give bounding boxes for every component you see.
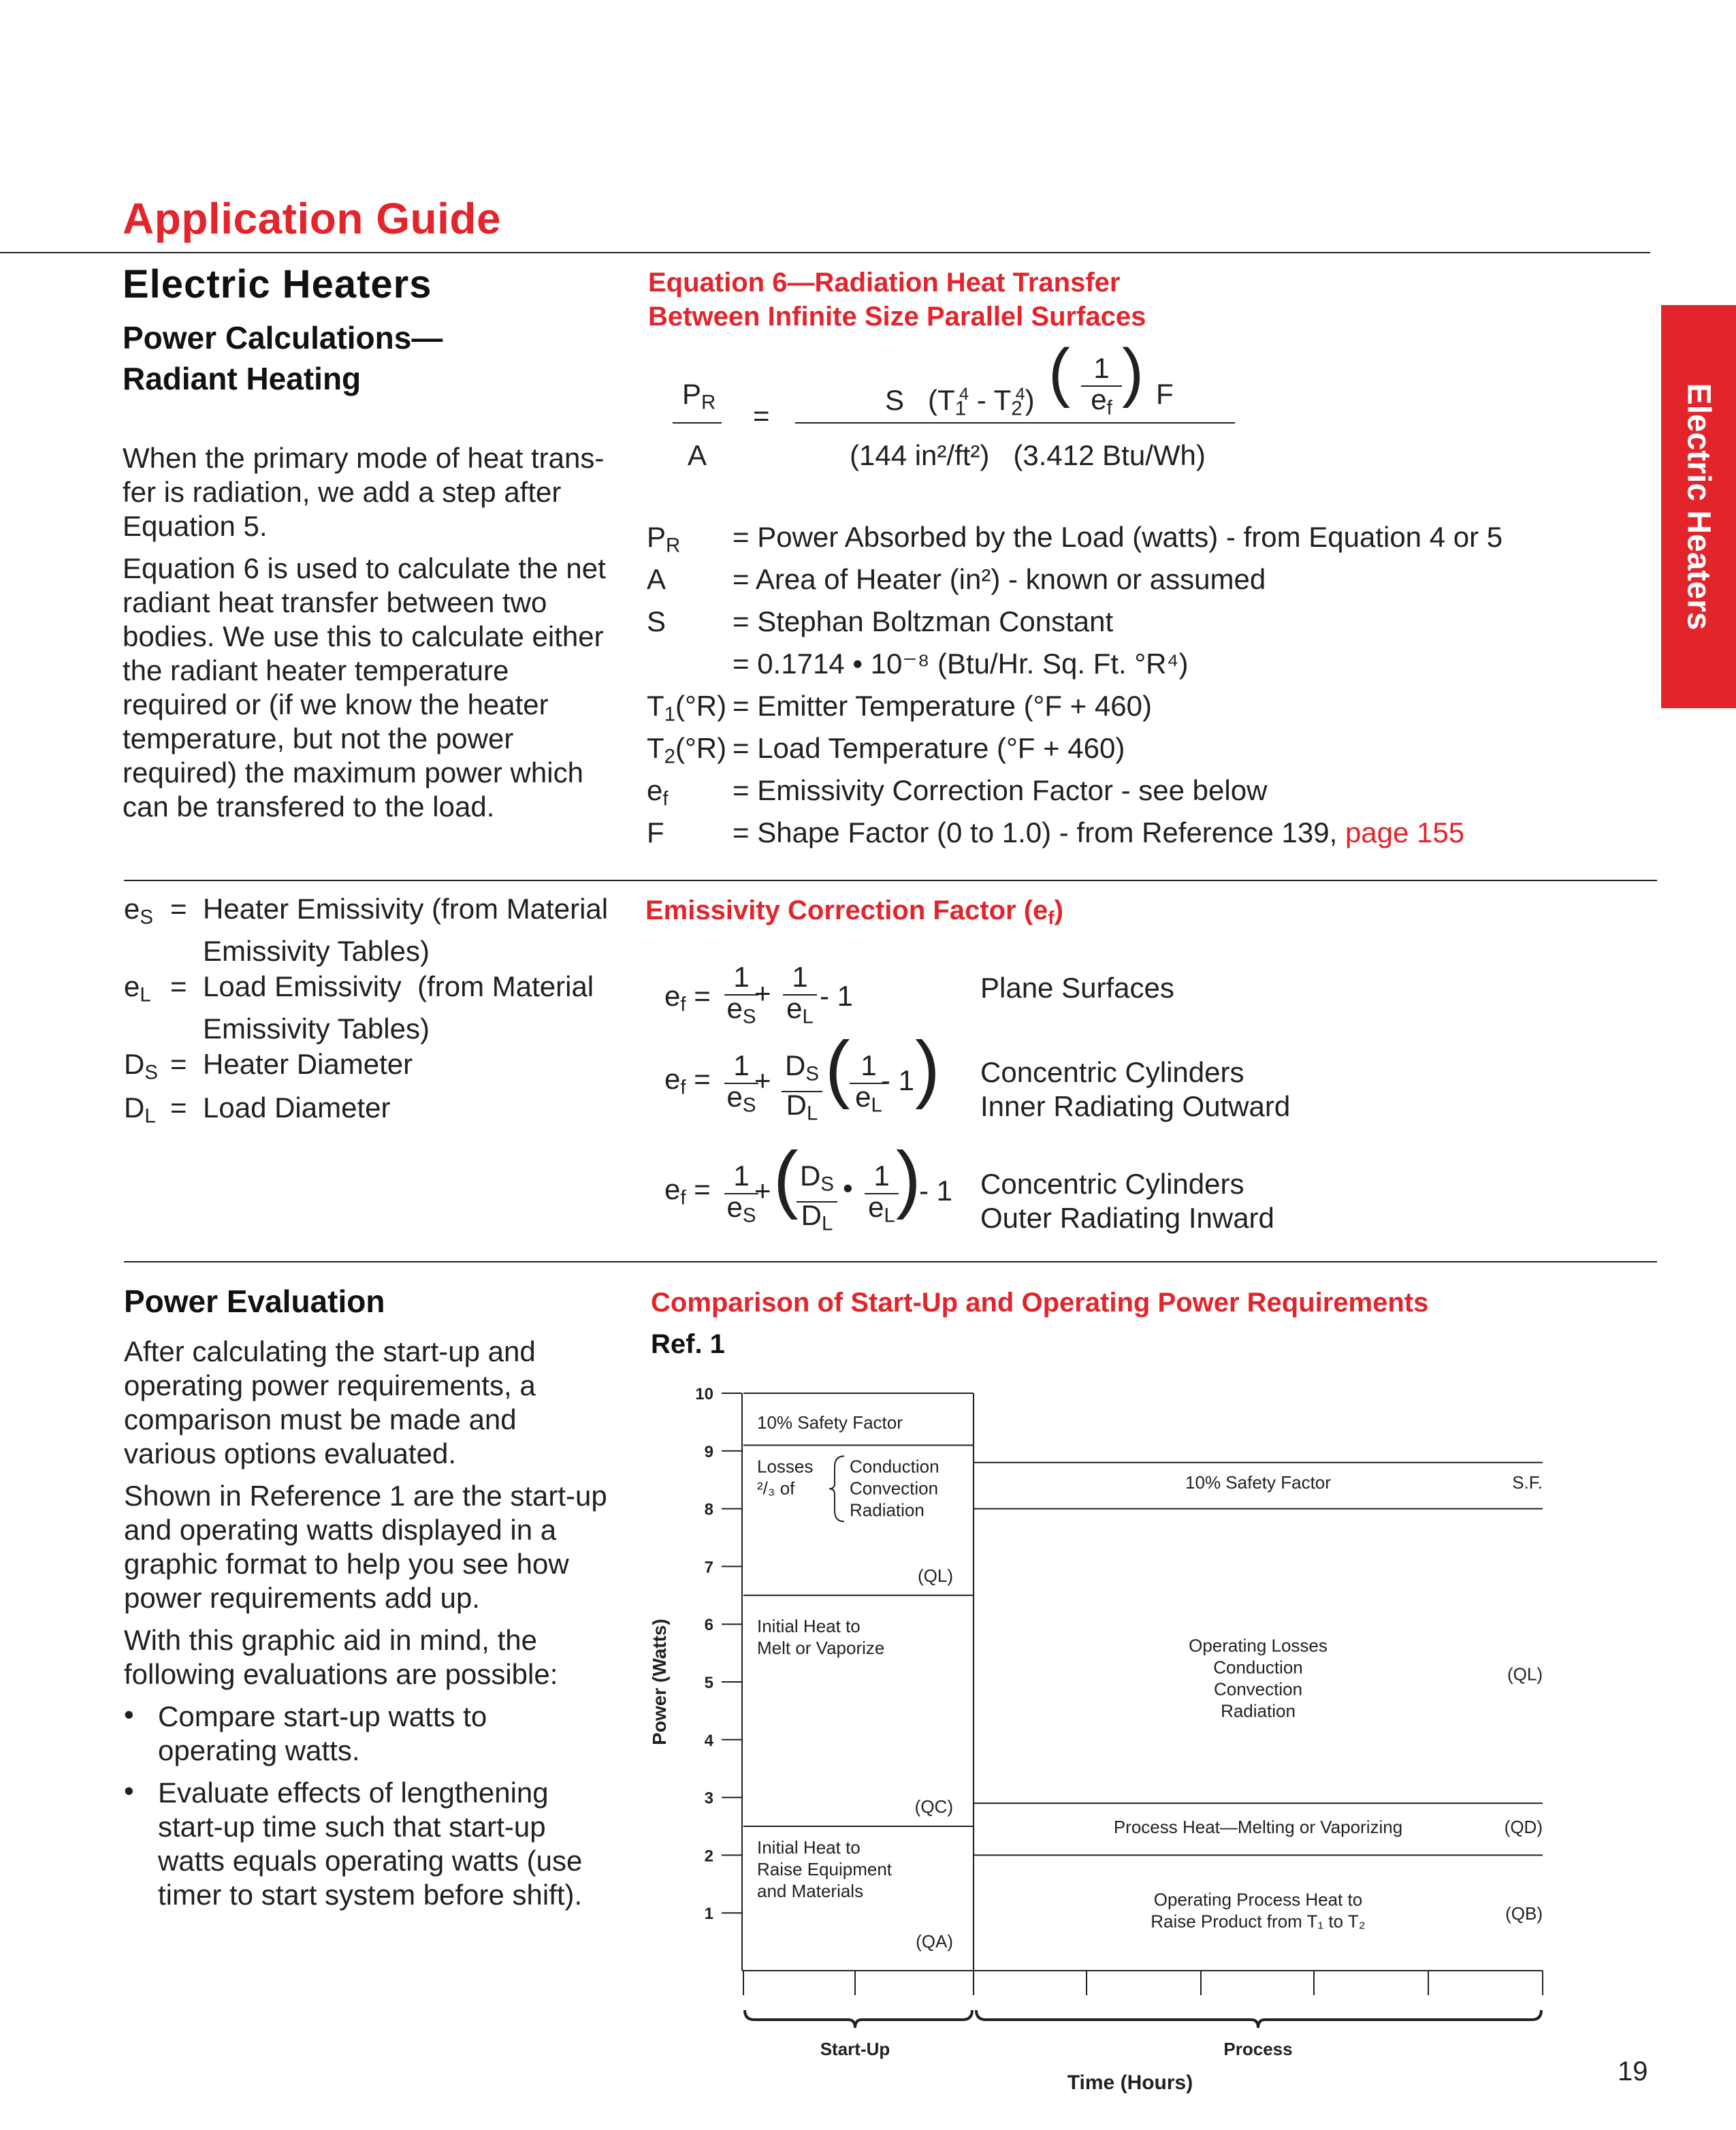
section-divider: [124, 1261, 1657, 1262]
superscript: 4: [959, 385, 969, 404]
symbol-t: (T: [928, 384, 955, 417]
lhs-fraction-bar: [673, 422, 722, 424]
definition-row: [647, 774, 1267, 816]
paren: ): [1025, 384, 1035, 417]
text-line: and operating watts displayed in a: [124, 1514, 557, 1546]
definition-row: [647, 520, 1502, 562]
bullet-dot: •: [124, 1698, 134, 1730]
intro-paragraph-1: [123, 441, 604, 543]
symbol-e: e: [1091, 383, 1107, 415]
x-group-label: Start-Up: [820, 2039, 890, 2059]
y-tick-label: 10: [695, 1385, 713, 1403]
process-brace: [976, 2010, 1541, 2028]
subscript: f: [662, 787, 669, 810]
emissivity-def-row: $D_S$ = Heater Diameter: [124, 1048, 413, 1084]
operating-band-label: Process Heat—Melting or Vaporizing: [1113, 1817, 1403, 1838]
text-line: comparison must be made and: [124, 1403, 517, 1435]
operating-band-label: Conduction: [1213, 1657, 1303, 1678]
definition-text: Emissivity Tables): [203, 935, 430, 968]
power-requirements-chart: [640, 1369, 1552, 2104]
bullet-item: [158, 1776, 582, 1912]
power-eval-paragraph-1: [124, 1335, 536, 1471]
power-eval-paragraph-2: [124, 1479, 607, 1615]
startup-band-label: Initial Heat to: [757, 1615, 861, 1636]
symbol: T: [647, 732, 664, 764]
x-axis-label: Time (Hours): [1067, 2071, 1193, 2094]
rhs-numerator: [885, 377, 1035, 426]
symbol-unit: (°R): [675, 732, 727, 764]
fraction-ds-over-dl: $D_S$ $D_L$: [782, 1049, 822, 1131]
definition-text: Heater Diameter: [203, 1048, 413, 1080]
y-tick-label: 5: [704, 1674, 713, 1692]
case-label: Concentric Cylinders: [980, 1056, 1244, 1088]
startup-band-label: Conduction: [850, 1456, 939, 1477]
equation-6: [654, 336, 1266, 477]
symbol-unit: (°R): [675, 690, 727, 722]
operating-band-label: Raise Product from T₁ to T₂: [1151, 1911, 1366, 1932]
subscript: 2: [1011, 397, 1023, 420]
symbol: D: [124, 1092, 145, 1124]
one-over-ef: [1081, 351, 1122, 425]
text-line: timer to start system before shift).: [158, 1879, 583, 1911]
rhs-fraction-bar: [795, 422, 1235, 424]
text-line: Compare start-up watts to: [158, 1700, 487, 1732]
symbol: D: [124, 1048, 145, 1080]
subscript: R: [701, 391, 716, 414]
startup-band-label: and Materials: [757, 1881, 864, 1901]
startup-band-label: ²/₃ of: [757, 1478, 795, 1499]
ecf-title-text: Emissivity Correction Factor (e: [645, 895, 1048, 925]
subscript: L: [140, 983, 151, 1006]
definition-text: = Emissivity Correction Factor - see below: [733, 774, 1268, 806]
operating-band-label: 10% Safety Factor: [1185, 1472, 1331, 1493]
fraction-1-over-el: 1 $e_L$: [865, 1159, 899, 1233]
text-line: operating watts.: [158, 1734, 360, 1766]
paren-close: ): [896, 1136, 921, 1220]
text-line: radiant heat transfer between two: [123, 586, 547, 618]
subscript: 1: [954, 397, 967, 420]
fraction-1-over-es: 1 $e_S$: [724, 1049, 758, 1122]
emissivity-def-row: $e_L$ = Load Emissivity (from Material Emissivity Tables): [124, 970, 594, 1045]
definition-text: = Shape Factor (0 to 1.0) - from Reference 139,: [733, 816, 1345, 848]
bullet-dot: •: [124, 1775, 134, 1807]
case-label: Outer Radiating Inward: [980, 1202, 1274, 1234]
definition-text: = Power Absorbed by the Load (watts) - from Equation 4 or 5: [733, 521, 1503, 553]
numerator: 1: [1093, 352, 1110, 384]
startup-brace: [745, 2010, 972, 2028]
symbol: e: [124, 893, 140, 925]
text-line: power requirements add up.: [124, 1582, 480, 1614]
text-line: When the primary mode of heat trans-: [123, 442, 605, 474]
subscript: f: [1048, 907, 1055, 928]
emissivity-def-row: $e_S$ = Heater Emissivity (from Material Emissivity Tables): [124, 893, 609, 968]
paren-open: (: [825, 1026, 850, 1110]
y-tick-label: 2: [704, 1847, 713, 1866]
plus-sign: +: [754, 1064, 771, 1096]
y-tick-label: 6: [704, 1616, 713, 1635]
rhs-denominator: (144 in²/ft²) (3.412 Btu/Wh): [850, 439, 1206, 471]
subsection-title: [123, 317, 443, 399]
definition-text: Emissivity Tables): [203, 1013, 430, 1045]
symbol-t: - T: [969, 384, 1012, 417]
text-line: bodies. We use this to calculate either: [123, 620, 604, 652]
y-tick-label: 7: [704, 1558, 713, 1577]
paren-open: (: [773, 1136, 799, 1220]
text-line: With this graphic aid in mind, the: [124, 1624, 537, 1656]
definition-text: Load Emissivity (from Material: [203, 970, 594, 1002]
symbol-s: S: [885, 384, 905, 417]
side-tab-label: Electric Heaters: [1680, 383, 1717, 631]
text-line: Shown in Reference 1 are the start-up: [124, 1480, 607, 1512]
paren-open: (: [1048, 336, 1070, 409]
text-line: start-up time such that start-up: [158, 1811, 546, 1843]
symbol: A: [647, 563, 666, 595]
startup-band-label: Convection: [850, 1478, 939, 1499]
y-tick-label: 8: [704, 1500, 713, 1519]
definition-text: Load Diameter: [203, 1092, 391, 1124]
ecf-equation-plane: [664, 960, 1005, 1035]
page-155-link[interactable]: page 155: [1345, 816, 1465, 848]
text-line: following evaluations are possible:: [124, 1658, 558, 1690]
power-eval-paragraph-3: [124, 1623, 558, 1691]
superscript: 4: [1015, 385, 1025, 404]
minus-one: - 1: [919, 1175, 953, 1207]
section-divider: [124, 880, 1657, 881]
ecf-equation-outer: [664, 1136, 1005, 1241]
definition-row: [647, 562, 1266, 597]
definition-text: = Stephan Boltzman Constant: [733, 605, 1114, 637]
symbol: F: [647, 816, 664, 848]
subscript: 2: [664, 745, 676, 768]
definition-row: [647, 731, 1125, 774]
startup-band-label: Losses: [757, 1456, 814, 1477]
fraction-1-over-es: 1 $e_S$: [724, 1159, 758, 1233]
page-number: 19: [1618, 2056, 1648, 2086]
startup-band-label: Initial Heat to: [757, 1837, 861, 1858]
subscript: L: [144, 1104, 156, 1128]
emissivity-def-row: $D_L$ = Load Diameter: [124, 1092, 391, 1128]
case-label: Inner Radiating Outward: [980, 1090, 1291, 1122]
text-line: the radiant heater temperature: [123, 654, 509, 686]
definition-row: [647, 647, 1189, 681]
y-tick-label: 4: [704, 1731, 713, 1750]
ecf-label-inner: [980, 1055, 1290, 1124]
text-line: After calculating the start-up and: [124, 1335, 536, 1367]
text-line: temperature, but not the power: [123, 722, 514, 754]
text-line: required or (if we know the heater: [123, 688, 549, 720]
startup-band-tag: (QC): [914, 1796, 953, 1817]
text-line: fer is radiation, we add a step after: [123, 476, 562, 508]
x-group-label: Process: [1223, 2039, 1293, 2059]
text-line: Equation 5.: [123, 510, 268, 542]
symbol: T: [647, 690, 664, 722]
subscript: R: [666, 534, 681, 557]
lhs-numerator: [682, 377, 716, 419]
minus-one: - 1: [820, 980, 854, 1012]
startup-band-tag: (QL): [918, 1565, 953, 1586]
text-line: various options evaluated.: [124, 1437, 456, 1469]
symbol: S: [647, 605, 666, 637]
bullet-item: [158, 1700, 487, 1768]
text-line: required) the maximum power which: [123, 757, 583, 789]
paren-close: ): [915, 1026, 940, 1110]
startup-band-tag: (QA): [916, 1931, 953, 1952]
operating-band-label: Operating Losses: [1189, 1635, 1328, 1656]
text-line: graphic format to help you see how: [124, 1548, 569, 1580]
plus-sign: +: [754, 977, 771, 1009]
text-line: operating power requirements, a: [124, 1369, 536, 1401]
case-label: Plane Surfaces: [980, 972, 1174, 1004]
subscript: S: [144, 1061, 158, 1084]
ecf-label-outer: [980, 1167, 1274, 1235]
definition-text: Heater Emissivity (from Material: [203, 893, 609, 925]
fraction-1-over-es: 1 $e_S$: [724, 960, 758, 1034]
operating-band-label: Radiation: [1221, 1700, 1296, 1721]
operating-band-label: Operating Process Heat to: [1153, 1889, 1363, 1910]
operating-band-tag: (QL): [1507, 1664, 1543, 1685]
y-axis-label: Power (Watts): [649, 1619, 670, 1745]
subscript: 1: [664, 703, 676, 726]
startup-band-label: Radiation: [850, 1499, 925, 1521]
ecf-lhs: $e_f$ =: [664, 980, 711, 1016]
subsection-title-line: Radiant Heating: [123, 361, 361, 396]
lhs-denominator: A: [688, 439, 707, 471]
equation-title-line: Equation 6—Radiation Heat Transfer: [648, 268, 1121, 298]
ecf-label-plane: [980, 971, 1174, 1005]
minus-one: - 1: [881, 1064, 915, 1096]
operating-band-tag: S.F.: [1512, 1472, 1543, 1493]
plus-sign: +: [754, 1175, 771, 1207]
ecf-lhs: $e_f$ =: [664, 1063, 711, 1099]
startup-band-label: Melt or Vaporize: [757, 1637, 885, 1658]
case-label: Concentric Cylinders: [980, 1168, 1244, 1200]
fraction-1-over-el: 1 $e_L$: [850, 1049, 888, 1122]
definition-text: = Load Temperature (°F + 460): [733, 732, 1125, 764]
symbol: P: [647, 521, 666, 553]
symbol-p: P: [682, 378, 702, 410]
definition-row: [647, 689, 1152, 731]
paren-close: ): [1122, 336, 1144, 409]
operating-band-tag: (QB): [1505, 1903, 1543, 1924]
y-tick-label: 9: [704, 1442, 713, 1461]
fraction-ds-over-dl: $D_S$ $D_L$: [797, 1159, 837, 1241]
paren: ): [1054, 895, 1063, 925]
definition-row: [647, 605, 1113, 639]
definition-text: = Emitter Temperature (°F + 460): [733, 690, 1152, 722]
operating-band-label: Convection: [1213, 1679, 1303, 1700]
ecf-equation-inner: [664, 1026, 1005, 1130]
operating-band-tag: (QD): [1504, 1817, 1543, 1838]
ecf-title: [645, 893, 1063, 935]
text-line: can be transfered to the load.: [123, 791, 495, 823]
intro-paragraph-2: [123, 552, 606, 824]
chart-subtitle: Ref. 1: [651, 1329, 725, 1359]
power-evaluation-title: Power Evaluation: [124, 1284, 385, 1319]
chart-title: Comparison of Start-Up and Operating Power Requirements: [651, 1288, 1429, 1318]
definition-text: = 0.1714 • 10⁻⁸ (Btu/Hr. Sq. Ft. °R⁴): [733, 648, 1189, 680]
equals-sign: =: [753, 400, 770, 432]
y-tick-label: 1: [704, 1905, 713, 1924]
losses-bracket: [829, 1456, 844, 1521]
definition-text: = Area of Heater (in²) - known or assumed: [733, 563, 1266, 595]
fraction-1-over-el: 1 $e_L$: [783, 960, 817, 1034]
page-title: Application Guide: [123, 194, 502, 243]
startup-band-label: 10% Safety Factor: [757, 1412, 903, 1433]
shape-factor: F: [1156, 378, 1174, 410]
symbol: e: [124, 970, 140, 1002]
text-line: Equation 6 is used to calculate the net: [123, 552, 606, 584]
startup-band-label: Raise Equipment: [757, 1859, 892, 1879]
multiply-dot: •: [843, 1172, 853, 1204]
subscript: S: [140, 906, 153, 929]
ecf-lhs: $e_f$ =: [664, 1173, 711, 1209]
definition-row: [647, 816, 1464, 850]
header-rule: [0, 252, 1650, 253]
section-title: Electric Heaters: [123, 262, 432, 306]
side-tab[interactable]: [1661, 305, 1736, 708]
subscript: f: [1106, 396, 1112, 419]
symbol: e: [647, 774, 663, 806]
text-line: Evaluate effects of lengthening: [158, 1777, 549, 1809]
subsection-title-line: Power Calculations—: [123, 320, 443, 355]
equation-title-line: Between Infinite Size Parallel Surfaces: [648, 302, 1146, 332]
text-line: watts equals operating watts (use: [158, 1845, 583, 1877]
equation-6-title: [648, 266, 1146, 334]
y-tick-label: 3: [704, 1789, 713, 1808]
